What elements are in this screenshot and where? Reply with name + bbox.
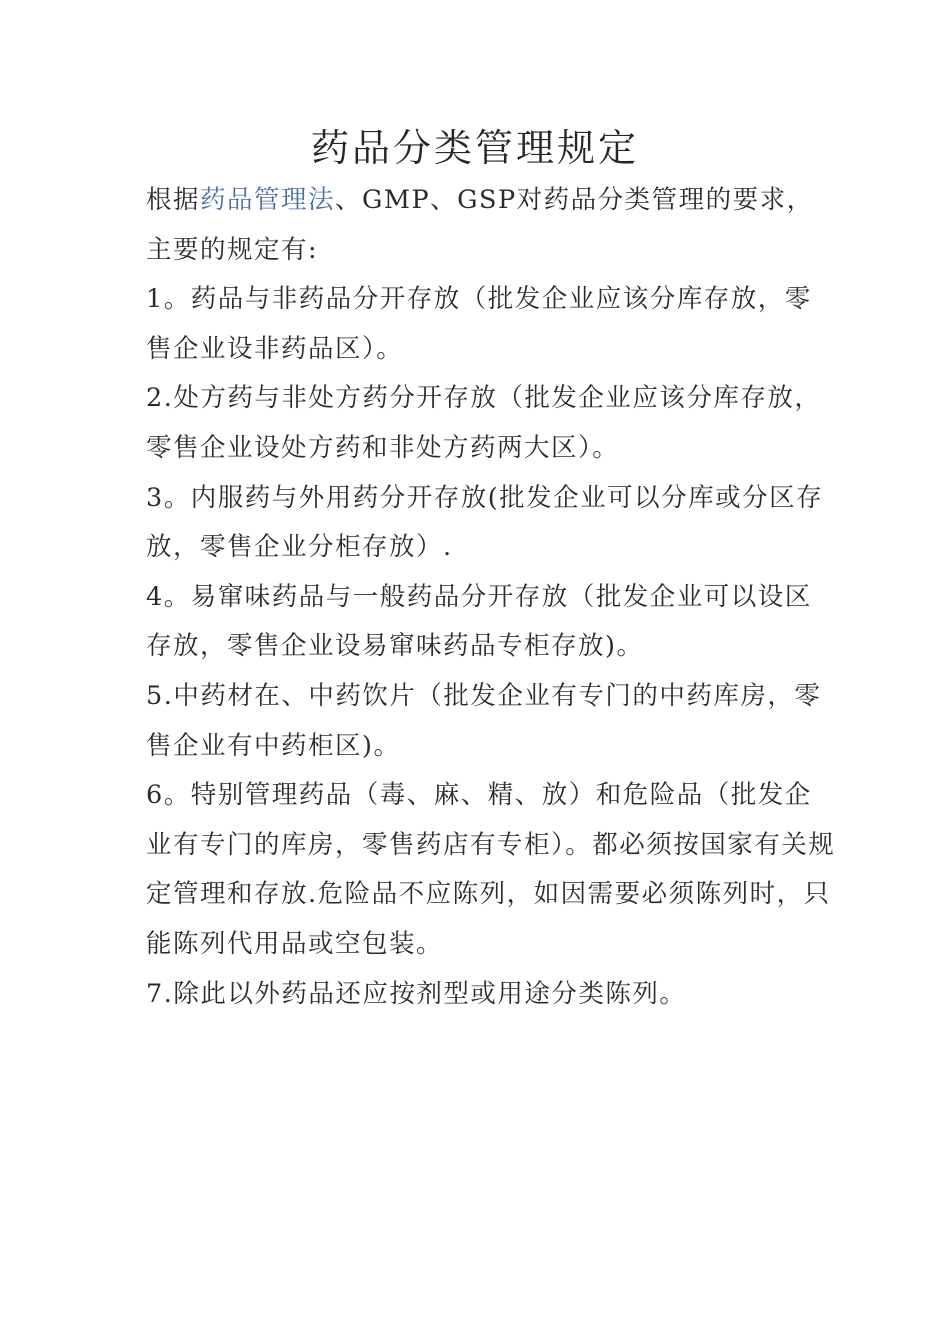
rule-item-5: 5.中药材在、中药饮片（批发企业有专门的中药库房，零售企业有中药柜区)。 xyxy=(146,680,822,761)
document-title: 药品分类管理规定 xyxy=(310,126,639,170)
document-body xyxy=(146,176,836,1019)
drug-law-link[interactable]: 药品管理法 xyxy=(200,185,336,215)
rule-item-7: 7.除此以外药品还应按剂型或用途分类陈列。 xyxy=(146,978,687,1009)
intro-prefix: 根据 xyxy=(146,185,201,215)
rule-item-1: 1。药品与非药品分开存放（批发企业应该分库存放，零售企业设非药品区）。 xyxy=(146,284,812,364)
rule-item-2: 2.处方药与非处方药分开存放（批发企业应该分库存放，零售企业设处方药和非处方药两大区）。 xyxy=(146,383,822,463)
intro-suffix: 、GMP、GSP对药品分类管理的要求，主要的规定有: xyxy=(146,185,814,265)
rule-item-6: 6。特别管理药品（毒、麻、精、放）和危险品（批发企业有专门的库房，零售药店有专柜）。都必须按国家有关规定管理和存放.危险品不应陈列，如因需要必须陈列时，只能陈列代用品或空包装。 xyxy=(146,780,836,959)
rule-item-3: 3。内服药与外用药分开存放(批发企业可以分库或分区存放，零售企业分柜存放）. xyxy=(146,482,824,563)
rule-item-4: 4。易窜味药品与一般药品分开存放（批发企业可以设区存放，零售企业设易窜味药品专柜存放)。 xyxy=(146,581,812,662)
intro-paragraph xyxy=(146,176,836,275)
